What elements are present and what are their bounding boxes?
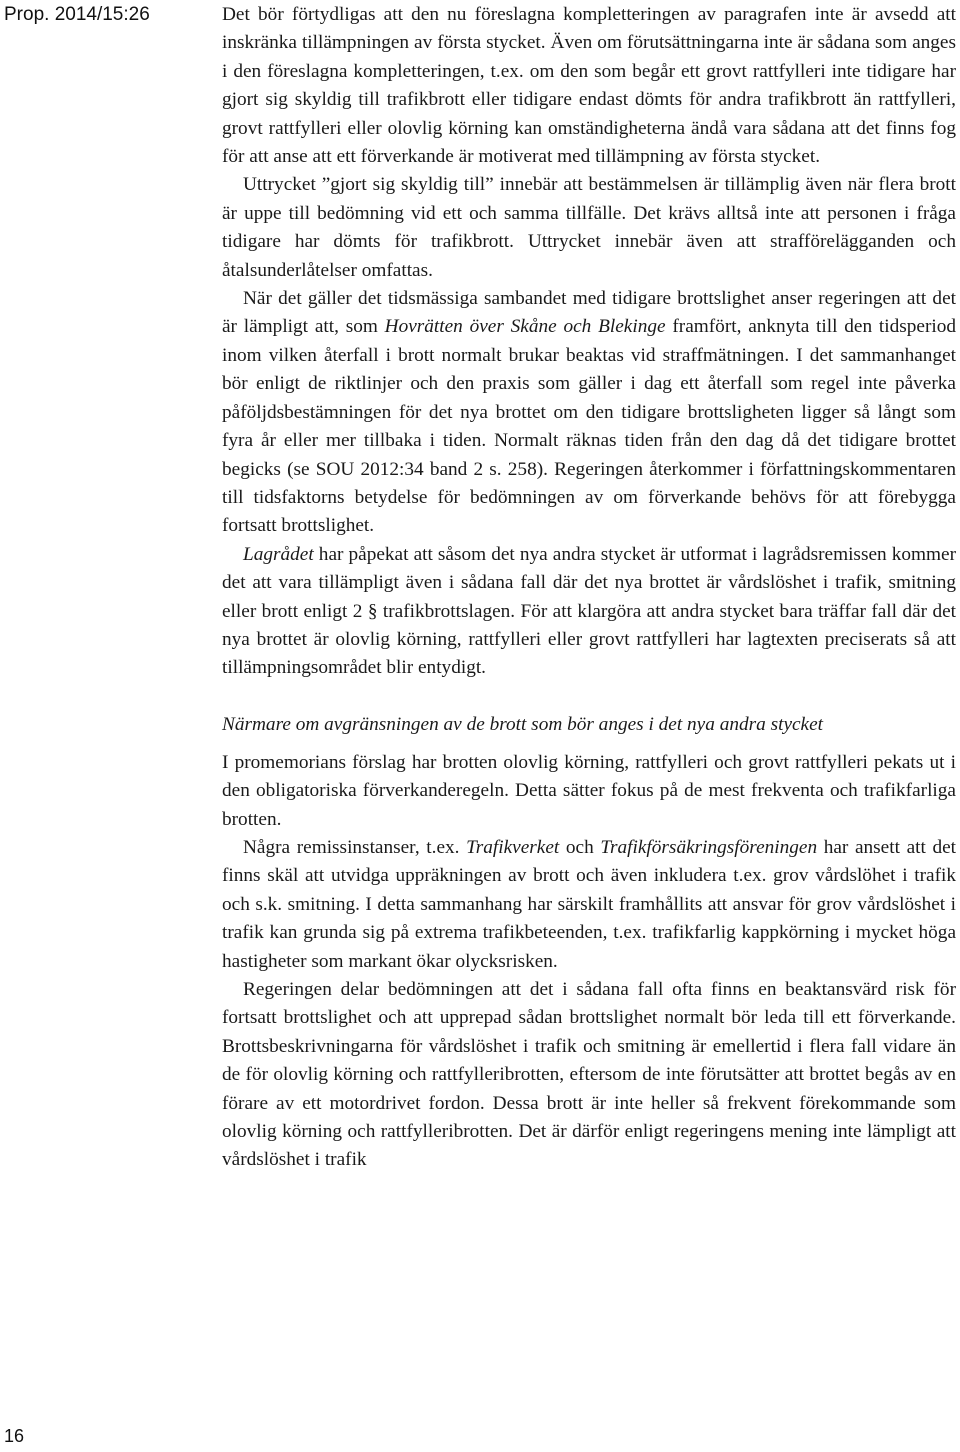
text-run: och <box>559 836 601 858</box>
paragraph-referral-bodies <box>222 834 956 976</box>
text-run: har ansett att det finns skäl att utvidga uppräkningen av brott och även inkludera t.ex. grov vårdslöhet i trafik och s.k. smitning. I detta sammanhang har särskilt framhållits att ansvar för grov vårdslöshet i trafik kan grunda sig på extrema trafikbeteenden, t.ex. trafikfarlig kappkörning i mycket höga hastigheter som markant ökar olycksrisken. <box>222 836 957 972</box>
paragraph-time-connection <box>222 285 956 541</box>
court-reference: Hovrätten över Skåne och Blekinge <box>384 316 666 338</box>
page-number: 16 <box>4 1426 25 1446</box>
paragraph-memorandum: I promemorians förslag har brotten olovlig körning, rattfylleri och grovt rattfylleri pekats ut i den obligatoriska förverkanderegeln. Detta sätter fokus på de mest frekventa och trafikfarliga brotten. <box>222 751 956 830</box>
paragraph-government-assessment: Regeringen delar bedömningen att det i sådana fall ofta finns en beaktansvärd risk för fortsatt brottslighet och att upprepad sådan brottslighet normalt bör leda till ett förverkande. Brottsbeskrivningarna för vårdslöshet i trafik och smitning är emellertid i flera fall vidare än de för olovlig körning och rattfylleribrotten, eftersom de inte förutsätter att brottet begås av en förare av ett motordrivet fordon. Dessa brott är inte heller så frekvent förekommande som olovlig körning och rattfylleribrotten. Det är därför enligt regeringens mening inte lämpligt att vårdslöshet i trafik <box>222 979 956 1171</box>
agency-reference: Trafikförsäkringsföreningen <box>600 836 818 858</box>
paragraph-lagradet <box>222 541 956 683</box>
margin-column <box>0 0 218 1452</box>
text-run: framfört, anknyta till den tidsperiod inom vilken återfall i brott normalt brukar beaktas vid straffmätningen. I det sammanhanget bör enligt de riktlinjer och den praxis som gäller i dag ett återfall som regel inte påverka påföljdsbestämningen för det nya brottet om den tidigare brottsligheten ligger så långt som fyra år eller mer tillbaka i tiden. Normalt räknas tiden från den dag då det tidigare brottet begicks (se SOU 2012:34 band 2 s. 258). Regeringen återkommer i författningskommentaren till tidsfaktorns betydelse för bedömningen av om förverkande behövs för att förebygga fortsatt brottslighet. <box>222 316 957 537</box>
section-heading: Närmare om avgränsningen av de brott som bör anges i det nya andra stycket <box>222 713 824 735</box>
agency-reference: Trafikverket <box>466 836 560 858</box>
text-run: har påpekat att såsom det nya andra stycket är utformat i lagrådsremissen kommer det att vara tillämpligt även i sådana fall där det nya brottet är vårdslöshet i trafik, smitning eller brott enligt 2 § trafikbrottslagen. För att klargöra att andra stycket bara träffar fall där det nya brottet är olovlig körning, rattfylleri eller grovt rattfylleri har lagtexten preciserats så att tillämpningsområdet blir entydigt. <box>222 543 956 679</box>
text-run: Några remissinstanser, t.ex. <box>243 836 467 858</box>
text-run: När det gäller det tidsmässiga sambandet med tidigare brottslighet anser regeringen att det är lämpligt att, som <box>222 288 956 338</box>
document-reference: Prop. 2014/15:26 <box>4 4 150 25</box>
body-text <box>222 1 956 1175</box>
lagradet-reference: Lagrådet <box>243 543 314 565</box>
paragraph-clarification: Det bör förtydligas att den nu föreslagna kompletteringen av paragrafen inte är avsedd att inskränka tillämpningen av första stycket. Även om förutsättningarna inte är sådana som anges i den föreslagna kompletteringen, t.ex. om den som begår ett grovt rattfylleri inte tidigare har gjort sig skyldig till trafikbrott eller tidigare endast dömts för andra trafikbrott än rattfylleri, grovt rattfylleri eller olovlig körning kan omständigheterna ändå vara sådana att det finns fog för att anse att ett förverkande är motiverat med tillämpning av första stycket. <box>222 4 956 168</box>
paragraph-expression: Uttrycket ”gjort sig skyldig till” innebär att bestämmelsen är tillämplig även när flera brott är uppe till bedömning vid ett och samma tillfälle. Det krävs alltså inte att personen i fråga tidigare har dömts för trafikbrott. Uttrycket innebär även att strafförelägganden och åtalsunderlåtelser omfattas. <box>222 174 956 281</box>
